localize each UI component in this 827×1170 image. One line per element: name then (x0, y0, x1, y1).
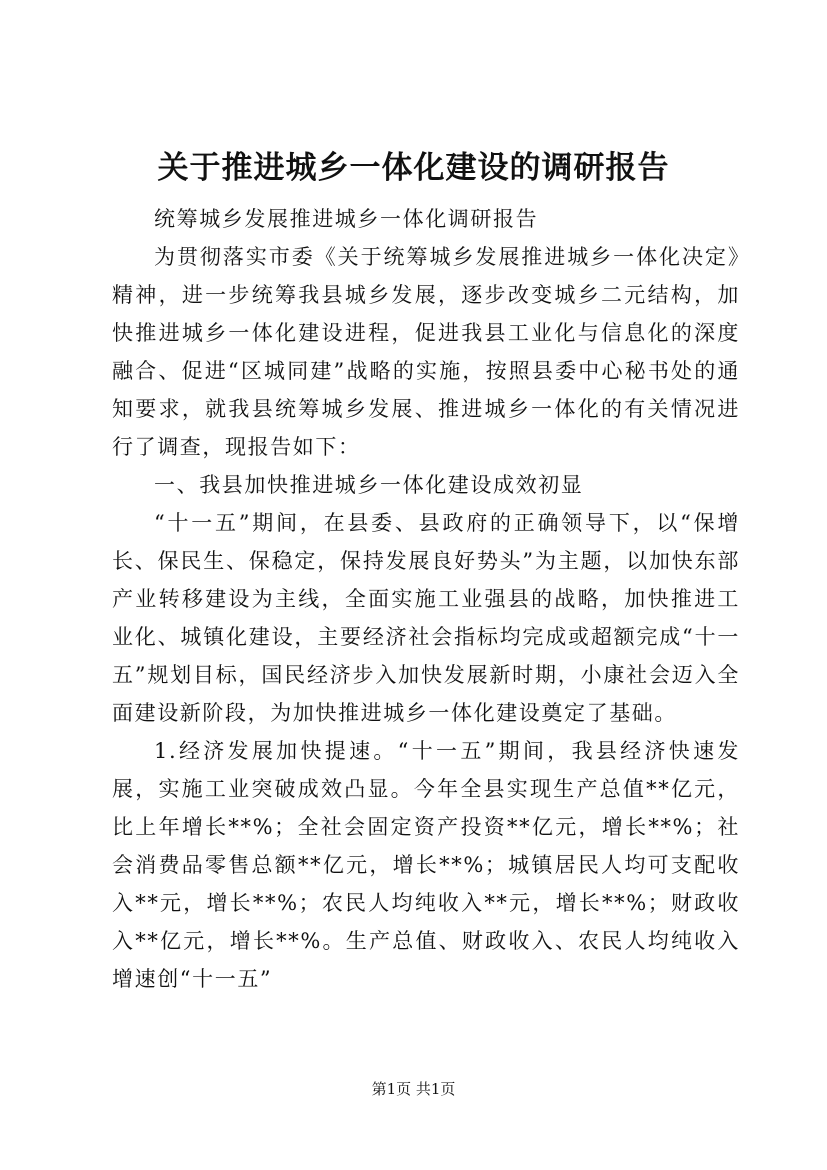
page-number-footer: 第1页 共1页 (371, 1080, 456, 1098)
section-heading: 一、我县加快推进城乡一体化建设成效初显 (154, 473, 584, 497)
intro-paragraph: 为贯彻落实市委《关于统筹城乡发展推进城乡一体化决定》精神，进一步统筹我县城乡发展，逐步改变城乡二元结构，加快推进城乡一体化建设进程，促进我县工业化与信息化的深度融合、促进“区城同建”战略的实施，按照县委中心秘书处的通知要求，就我县统筹城乡发展、推进城乡一体化的有关情况进行了调查，现报告如下： (112, 245, 740, 459)
economy-paragraph: 1.经济发展加快提速。“十一五”期间，我县经济快速发展，实施工业突破成效凸显。今年全县实现生产总值**亿元，比上年增长**%；全社会固定资产投资**亿元，增长**%；社会消费品零售总额**亿元，增长**%；城镇居民人均可支配收入**元，增长**%；农民人均纯收入**元，增长**%；财政收入**亿元，增长**%。生产总值、财政收入、农民人均纯收入增速创“十一五” (112, 739, 740, 991)
document-title: 关于推进城乡一体化建设的调研报告 (157, 150, 670, 186)
report-subtitle: 统筹城乡发展推进城乡一体化调研报告 (154, 207, 539, 231)
section-paragraph: “十一五”期间，在县委、县政府的正确领导下，以“保增长、保民生、保稳定，保持发展良好势头”为主题，以加快东部产业转移建设为主线，全面实施工业强县的战略，加快推进工业化、城镇化建设，主要经济社会指标均完成或超额完成“十一五”规划目标，国民经济步入加快发展新时期，小康社会迈入全面建设新阶段，为加快推进城乡一体化建设奠定了基础。 (112, 511, 740, 725)
document-body (112, 200, 740, 998)
